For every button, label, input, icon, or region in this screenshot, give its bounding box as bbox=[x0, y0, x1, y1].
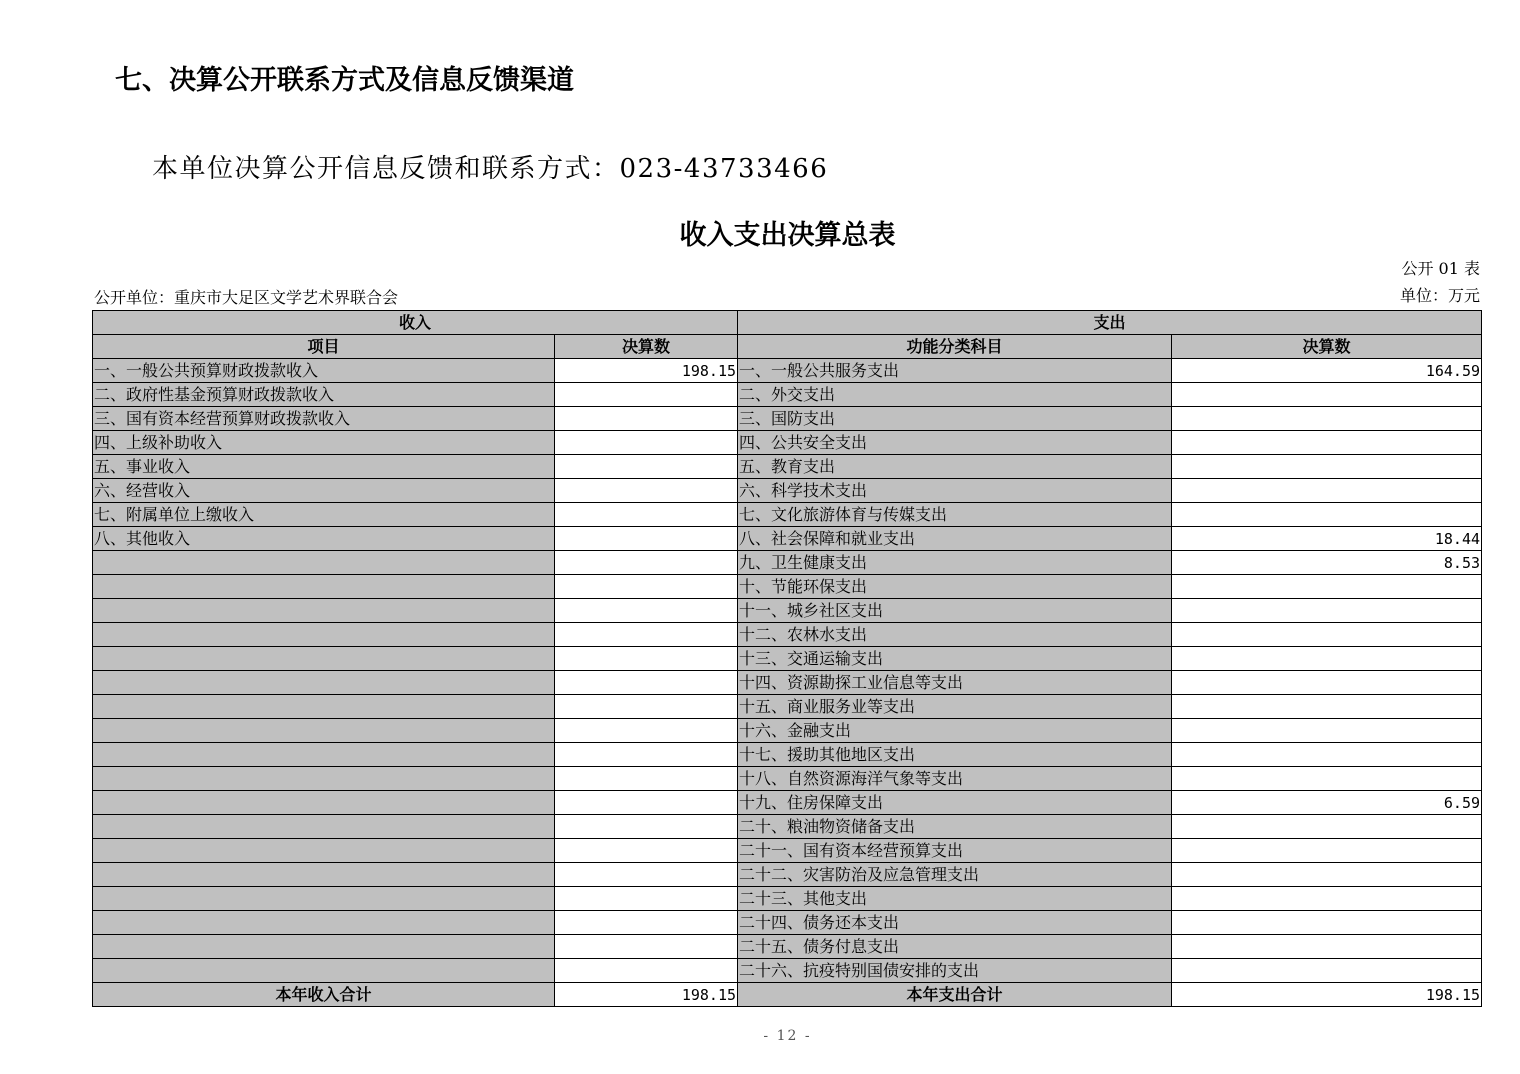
income-amount-cell bbox=[555, 551, 738, 575]
income-item-cell: 五、事业收入 bbox=[93, 455, 555, 479]
expense-item-cell: 六、科学技术支出 bbox=[738, 479, 1172, 503]
reporting-unit: 公开单位：重庆市大足区文学艺术界联合会 bbox=[94, 288, 399, 307]
income-amount-cell bbox=[555, 887, 738, 911]
table-row bbox=[93, 407, 1482, 431]
expense-amount-cell bbox=[1172, 911, 1482, 935]
expense-amount-cell bbox=[1172, 671, 1482, 695]
table-column-header-row bbox=[93, 335, 1482, 359]
expense-item-cell: 十七、援助其他地区支出 bbox=[738, 743, 1172, 767]
income-item-cell bbox=[93, 719, 555, 743]
income-amount-cell: 198.15 bbox=[555, 359, 738, 383]
income-expense-summary-table bbox=[92, 310, 1482, 1007]
income-item-cell bbox=[93, 863, 555, 887]
expense-total-amount: 198.15 bbox=[1172, 983, 1482, 1007]
income-amount-cell bbox=[555, 935, 738, 959]
income-amount-cell bbox=[555, 695, 738, 719]
income-item-cell bbox=[93, 959, 555, 983]
expense-amount-cell bbox=[1172, 767, 1482, 791]
income-item-cell bbox=[93, 623, 555, 647]
expense-amount-cell: 8.53 bbox=[1172, 551, 1482, 575]
income-amount-cell bbox=[555, 383, 738, 407]
income-amount-cell bbox=[555, 767, 738, 791]
expense-amount-cell bbox=[1172, 455, 1482, 479]
income-item-cell: 三、国有资本经营预算财政拨款收入 bbox=[93, 407, 555, 431]
expense-amount-cell bbox=[1172, 575, 1482, 599]
income-amount-cell bbox=[555, 743, 738, 767]
income-item-cell: 八、其他收入 bbox=[93, 527, 555, 551]
table-row bbox=[93, 839, 1482, 863]
table-row bbox=[93, 815, 1482, 839]
income-item-cell bbox=[93, 551, 555, 575]
expense-amount-cell bbox=[1172, 887, 1482, 911]
income-amount-cell bbox=[555, 647, 738, 671]
expense-amount-cell bbox=[1172, 695, 1482, 719]
expense-total-label: 本年支出合计 bbox=[738, 983, 1172, 1007]
table-row bbox=[93, 767, 1482, 791]
income-amount-cell bbox=[555, 479, 738, 503]
income-item-cell bbox=[93, 743, 555, 767]
expense-item-cell: 二、外交支出 bbox=[738, 383, 1172, 407]
section-heading: 七、决算公开联系方式及信息反馈渠道 bbox=[115, 65, 574, 96]
income-amount-cell bbox=[555, 503, 738, 527]
expense-item-cell: 十、节能环保支出 bbox=[738, 575, 1172, 599]
income-item-cell bbox=[93, 599, 555, 623]
expense-item-cell: 八、社会保障和就业支出 bbox=[738, 527, 1172, 551]
expense-amount-cell bbox=[1172, 935, 1482, 959]
income-amount-cell bbox=[555, 407, 738, 431]
income-amount-cell bbox=[555, 911, 738, 935]
expense-amount-cell bbox=[1172, 815, 1482, 839]
income-amount-cell bbox=[555, 863, 738, 887]
table-row bbox=[93, 479, 1482, 503]
table-row bbox=[93, 959, 1482, 983]
table-row bbox=[93, 935, 1482, 959]
table-row bbox=[93, 791, 1482, 815]
income-item-cell bbox=[93, 911, 555, 935]
table-body bbox=[93, 359, 1482, 983]
table-row bbox=[93, 647, 1482, 671]
expense-item-cell: 十八、自然资源海洋气象等支出 bbox=[738, 767, 1172, 791]
income-amount-header: 决算数 bbox=[555, 335, 738, 359]
table-title: 收入支出决算总表 bbox=[679, 220, 896, 251]
expense-item-cell: 十二、农林水支出 bbox=[738, 623, 1172, 647]
expense-item-cell: 十九、住房保障支出 bbox=[738, 791, 1172, 815]
table-row bbox=[93, 503, 1482, 527]
income-amount-cell bbox=[555, 431, 738, 455]
table-row bbox=[93, 719, 1482, 743]
table-row bbox=[93, 575, 1482, 599]
expense-item-cell: 二十三、其他支出 bbox=[738, 887, 1172, 911]
income-item-cell: 四、上级补助收入 bbox=[93, 431, 555, 455]
expense-amount-cell bbox=[1172, 431, 1482, 455]
form-number: 公开 01 表 bbox=[1401, 259, 1480, 278]
table-row bbox=[93, 623, 1482, 647]
totals-row bbox=[93, 983, 1482, 1007]
income-item-cell bbox=[93, 839, 555, 863]
table-row bbox=[93, 863, 1482, 887]
expense-item-cell: 四、公共安全支出 bbox=[738, 431, 1172, 455]
income-total-amount: 198.15 bbox=[555, 983, 738, 1007]
income-amount-cell bbox=[555, 719, 738, 743]
expense-item-cell: 七、文化旅游体育与传媒支出 bbox=[738, 503, 1172, 527]
expense-item-cell: 二十二、灾害防治及应急管理支出 bbox=[738, 863, 1172, 887]
income-item-cell bbox=[93, 815, 555, 839]
expense-amount-cell: 18.44 bbox=[1172, 527, 1482, 551]
contact-line: 本单位决算公开信息反馈和联系方式：023-43733466 bbox=[152, 154, 829, 184]
table-row bbox=[93, 431, 1482, 455]
income-amount-cell bbox=[555, 575, 738, 599]
table-row bbox=[93, 887, 1482, 911]
expense-amount-cell bbox=[1172, 839, 1482, 863]
income-item-cell: 七、附属单位上缴收入 bbox=[93, 503, 555, 527]
table-row bbox=[93, 599, 1482, 623]
expense-amount-cell bbox=[1172, 863, 1482, 887]
expense-item-cell: 二十六、抗疫特别国债安排的支出 bbox=[738, 959, 1172, 983]
expense-item-cell: 十三、交通运输支出 bbox=[738, 647, 1172, 671]
income-amount-cell bbox=[555, 527, 738, 551]
income-item-cell bbox=[93, 887, 555, 911]
expense-amount-cell bbox=[1172, 623, 1482, 647]
income-item-cell bbox=[93, 575, 555, 599]
expense-amount-cell: 6.59 bbox=[1172, 791, 1482, 815]
expense-amount-cell bbox=[1172, 503, 1482, 527]
income-item-cell bbox=[93, 695, 555, 719]
income-amount-cell bbox=[555, 599, 738, 623]
expense-item-cell: 二十一、国有资本经营预算支出 bbox=[738, 839, 1172, 863]
income-total-label: 本年收入合计 bbox=[93, 983, 555, 1007]
table-row bbox=[93, 527, 1482, 551]
expense-item-cell: 十一、城乡社区支出 bbox=[738, 599, 1172, 623]
expense-amount-cell bbox=[1172, 719, 1482, 743]
income-amount-cell bbox=[555, 791, 738, 815]
income-item-cell: 一、一般公共预算财政拨款收入 bbox=[93, 359, 555, 383]
table-row bbox=[93, 671, 1482, 695]
expense-amount-cell bbox=[1172, 479, 1482, 503]
table-row bbox=[93, 383, 1482, 407]
expense-amount-header: 决算数 bbox=[1172, 335, 1482, 359]
expense-item-cell: 二十五、债务付息支出 bbox=[738, 935, 1172, 959]
table-row bbox=[93, 455, 1482, 479]
income-amount-cell bbox=[555, 839, 738, 863]
income-item-cell: 六、经营收入 bbox=[93, 479, 555, 503]
income-item-header: 项目 bbox=[93, 335, 555, 359]
income-group-header: 收入 bbox=[93, 311, 738, 335]
expense-amount-cell bbox=[1172, 647, 1482, 671]
expense-amount-cell bbox=[1172, 959, 1482, 983]
table-row bbox=[93, 911, 1482, 935]
expense-amount-cell bbox=[1172, 407, 1482, 431]
income-item-cell bbox=[93, 791, 555, 815]
table-row bbox=[93, 359, 1482, 383]
income-item-cell bbox=[93, 767, 555, 791]
income-item-cell bbox=[93, 671, 555, 695]
expense-item-cell: 十四、资源勘探工业信息等支出 bbox=[738, 671, 1172, 695]
table-row bbox=[93, 695, 1482, 719]
table-group-header-row bbox=[93, 311, 1482, 335]
expense-item-cell: 十六、金融支出 bbox=[738, 719, 1172, 743]
func-category-header: 功能分类科目 bbox=[738, 335, 1172, 359]
income-amount-cell bbox=[555, 815, 738, 839]
expense-amount-cell bbox=[1172, 383, 1482, 407]
income-amount-cell bbox=[555, 623, 738, 647]
income-amount-cell bbox=[555, 671, 738, 695]
income-item-cell: 二、政府性基金预算财政拨款收入 bbox=[93, 383, 555, 407]
income-amount-cell bbox=[555, 959, 738, 983]
expense-amount-cell bbox=[1172, 599, 1482, 623]
expense-item-cell: 二十、粮油物资储备支出 bbox=[738, 815, 1172, 839]
table-row bbox=[93, 743, 1482, 767]
income-item-cell bbox=[93, 647, 555, 671]
expense-item-cell: 五、教育支出 bbox=[738, 455, 1172, 479]
expense-item-cell: 一、一般公共服务支出 bbox=[738, 359, 1172, 383]
table-row bbox=[93, 551, 1482, 575]
income-item-cell bbox=[93, 935, 555, 959]
expense-item-cell: 二十四、债务还本支出 bbox=[738, 911, 1172, 935]
income-amount-cell bbox=[555, 455, 738, 479]
expense-amount-cell bbox=[1172, 743, 1482, 767]
expense-item-cell: 三、国防支出 bbox=[738, 407, 1172, 431]
expense-group-header: 支出 bbox=[738, 311, 1482, 335]
money-unit: 单位：万元 bbox=[1399, 286, 1480, 305]
expense-item-cell: 十五、商业服务业等支出 bbox=[738, 695, 1172, 719]
expense-item-cell: 九、卫生健康支出 bbox=[738, 551, 1172, 575]
expense-amount-cell: 164.59 bbox=[1172, 359, 1482, 383]
page-number: - 12 - bbox=[763, 1028, 812, 1044]
